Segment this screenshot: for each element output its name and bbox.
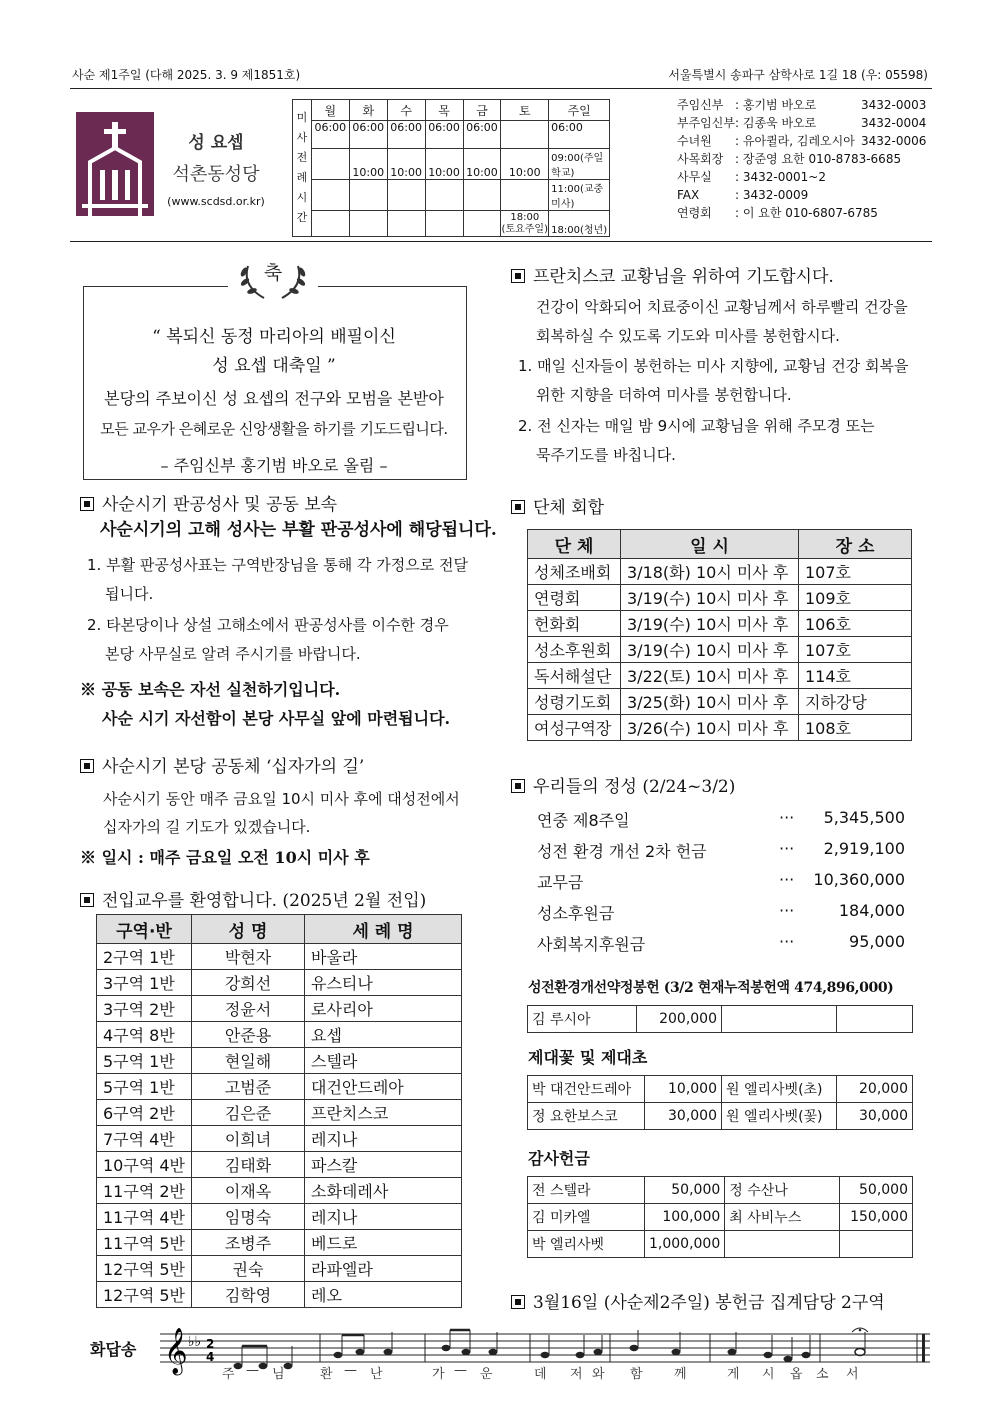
mass-time: 06:00 [463,121,501,149]
contacts-list [677,96,926,222]
psalm-lyrics: 주 — 님 환 — 난 가 — 운 데 저 와 함 께 게 시 옵 소 서 [222,1363,859,1382]
mass-schedule-table [292,99,610,237]
section-offerings: 우리들의 정성 (2/24~3/2) [511,772,735,797]
celebration-title: 축 [263,262,283,284]
table-row: 김 루시아 200,000 [528,1006,913,1033]
mass-time: 06:00 [549,121,610,149]
mass-time: 10:00 [349,149,387,180]
mass-time: 06:00 [349,121,387,149]
table-row: 11구역 2반 이재옥 소화데레사 [97,1178,462,1204]
issue-date: 사순 제1주일 (다해 2025. 3. 9 제1851호) [72,68,301,82]
pope-text: 위한 지향을 더하여 미사를 봉헌합니다. [536,386,792,404]
mass-time [311,149,349,180]
mass-time: 10:00 [463,149,501,180]
header-divider-bottom [70,241,932,242]
table-row: 정 요한보스코 30,000 원 엘리사벳(꽃) 30,000 [528,1103,913,1130]
day-tue: 화 [349,100,387,121]
table-row: 성체조배회 3/18(화) 10시 미사 후 107호 [528,559,912,585]
table-row: 성령기도회 3/25(화) 10시 미사 후 지하강당 [528,689,912,715]
header-divider [70,88,932,89]
time-signature: 2 [206,1337,215,1351]
table-row: 연령회 3/19(수) 10시 미사 후 109호 [528,585,912,611]
table-row: 김 미카엘 100,000 최 사비누스 150,000 [528,1204,913,1231]
psalm-label: 화답송 [90,1340,137,1359]
flat-icon: ♭♭ [188,1334,202,1350]
table-row: 6구역 2반 김은준 프란치스코 [97,1100,462,1126]
col-header: 구역·반 [97,915,192,944]
altar-flowers-table [527,1075,913,1130]
mass-time: 09:00(주일학교) [549,149,610,180]
stations-text: 사순시기 동안 매주 금요일 10시 미사 후에 대성전에서 [103,790,460,808]
section-collection-duty: 3월16일 (사순제2주일) 봉헌금 집계담당 2구역 [511,1288,885,1313]
parish-logo [76,112,154,216]
table-row: 11구역 4반 임명숙 레지나 [97,1204,462,1230]
section-pope-prayer: 프란치스코 교황님을 위하여 기도합시다. [511,262,834,287]
table-row: 3구역 2반 정윤서 로사리아 [97,996,462,1022]
lent-item: 됩니다. [105,585,154,603]
pope-text: 건강이 악화되어 치료중이신 교황님께서 하루빨리 건강을 [536,298,908,316]
mass-side-label: 미 사 전 례 시 간 [293,100,312,237]
parish-address: 서울특별시 송파구 삼학사로 1길 18 (우: 05598) [668,68,928,82]
contact-row: 주임신부 : 홍기범 바오로 3432-0003 [677,98,927,112]
table-row: 독서해설단 3/22(토) 10시 미사 후 114호 [528,663,912,689]
offering-row: 성소후원금 ··· 184,000 [537,901,905,923]
table-row: 10구역 4반 김태화 파스칼 [97,1152,462,1178]
offering-row: 연중 제8주일 ··· 5,345,500 [537,808,905,830]
mass-time: 18:00(청년) [549,211,610,237]
pope-text: 1. 매일 신자들이 봉헌하는 미사 지향에, 교황님 건강 회복을 [518,357,909,375]
stations-text: 십자가의 길 기도가 있겠습니다. [103,818,311,836]
contact-row: 부주임신부: 김종욱 바오로 3432-0004 [677,116,927,130]
pope-text: 묵주기도를 바칩니다. [536,446,676,464]
table-row: 헌화회 3/19(수) 10시 미사 후 106호 [528,611,912,637]
contact-row: 사무실 : 3432-0001~2 [677,170,826,184]
mass-time-sat-evening: 18:00 (토요주일) [501,212,548,235]
contact-row: 사목회장 : 장준영 요한 010-8783-6685 [677,152,902,166]
day-sun: 주일 [549,100,610,121]
table-row: 5구역 1반 고범준 대건안드레아 [97,1074,462,1100]
group-meetings-table [527,529,912,741]
pope-text: 회복하실 수 있도록 기도와 미사를 봉헌합시다. [536,327,840,345]
lent-item: 본당 사무실로 알려 주시기를 바랍니다. [105,645,361,663]
mass-time: 11:00(교중미사) [549,180,610,211]
mass-time: 06:00 [311,121,349,149]
table-row: 4구역 8반 안준용 요셉 [97,1022,462,1048]
lent-item: 1. 부활 판공성사표는 구역반장님을 통해 각 가정으로 전달 [87,556,468,574]
table-row: 박 대건안드레아 10,000 원 엘리사벳(초) 20,000 [528,1076,913,1103]
altar-flowers-title: 제대꽃 및 제대초 [528,1048,648,1067]
day-wed: 수 [387,100,425,121]
lent-item: 2. 타본당이나 상설 고해소에서 판공성사를 이수한 경우 [87,616,449,634]
day-thu: 목 [425,100,463,121]
celebration-signature: – 주임신부 홍기범 바오로 올림 – [160,456,388,475]
celebration-line: 성 요셉 대축일 ” [212,356,336,376]
table-row: 11구역 5반 조병주 베드로 [97,1230,462,1256]
parish-website[interactable]: (www.scdsd.or.kr) [167,195,265,208]
table-row: 12구역 5반 김학영 레오 [97,1282,462,1308]
col-header: 세 례 명 [305,915,462,944]
table-row: 2구역 1반 박현자 바울라 [97,944,462,970]
mass-time: 06:00 [425,121,463,149]
mass-time: 10:00 [425,149,463,180]
lent-note: 사순 시기 자선함이 본당 사무실 앞에 마련됩니다. [102,709,451,728]
renovation-title: 성전환경개선약정봉헌 (3/2 현재누적봉헌액 474,896,000) [528,980,894,996]
parish-name-1: 성 요셉 [188,133,244,153]
church-icon [76,112,154,216]
section-group-meetings: 단체 회합 [511,493,604,518]
contact-row: 수녀원 : 유아퀼라, 김레오시아 3432-0006 [677,134,927,148]
table-row: 12구역 5반 권숙 라파엘라 [97,1256,462,1282]
stations-note: ※ 일시 : 매주 금요일 오전 10시 미사 후 [80,848,370,867]
celebration-box [83,286,467,480]
contact-row: FAX : 3432-0009 [677,188,809,202]
table-row: 박 엘리사벳 1,000,000 [528,1231,913,1258]
table-row: 5구역 1반 현일해 스텔라 [97,1048,462,1074]
parish-name-2: 석촌동성당 [172,164,260,185]
section-lent-confession: 사순시기 판공성사 및 공동 보속 [80,490,337,515]
mass-time [501,121,549,149]
thanksgiving-title: 감사헌금 [528,1149,590,1168]
new-members-table [96,914,462,1308]
day-fri: 금 [463,100,501,121]
offering-row: 교무금 ··· 10,360,000 [537,870,905,892]
contact-row: 연령회 : 이 요한 010-6807-6785 [677,206,878,220]
day-mon: 월 [311,100,349,121]
celebration-line: “ 복되신 동정 마리아의 배필이신 [152,327,396,347]
pope-text: 2. 전 신자는 매일 밤 9시에 교황님을 위해 주모경 또는 [518,417,875,435]
table-row: 성소후원회 3/19(수) 10시 미사 후 107호 [528,637,912,663]
lent-subtitle: 사순시기의 고해 성사는 부활 판공성사에 해당됩니다. [100,520,497,540]
section-new-members: 전입교우를 환영합니다. (2025년 2월 전입) [80,886,426,911]
table-row: 7구역 4반 이희녀 레지나 [97,1126,462,1152]
mass-time: 10:00 [501,149,549,180]
renovation-table [527,1005,913,1033]
thanksgiving-table [527,1176,913,1258]
col-header: 장 소 [799,530,912,559]
mass-time: 10:00 [387,149,425,180]
mass-time: 06:00 [387,121,425,149]
celebration-line: 본당의 주보이신 성 요셉의 전구와 모범을 본받아 [104,389,444,408]
treble-clef-icon: 𝄞 [164,1328,188,1374]
offerings-list [537,808,905,963]
table-row: 전 스텔라 50,000 정 수산나 50,000 [528,1177,913,1204]
col-header: 일 시 [621,530,799,559]
table-row: 여성구역장 3/26(수) 10시 미사 후 108호 [528,715,912,741]
celebration-line: 모든 교우가 은혜로운 신앙생활을 하기를 기도드립니다. [100,420,448,438]
table-row: 3구역 1반 강희선 유스티나 [97,970,462,996]
section-stations: 사순시기 본당 공동체 ‘십자가의 길’ [80,752,364,777]
svg-text:4: 4 [206,1350,215,1364]
day-sat: 토 [501,100,549,121]
offering-row: 성전 환경 개선 2차 헌금 ··· 2,919,100 [537,839,905,861]
offering-row: 사회복지후원금 ··· 95,000 [537,932,905,954]
lent-note: ※ 공동 보속은 자선 실천하기입니다. [80,680,341,699]
col-header: 성 명 [192,915,305,944]
col-header: 단 체 [528,530,621,559]
